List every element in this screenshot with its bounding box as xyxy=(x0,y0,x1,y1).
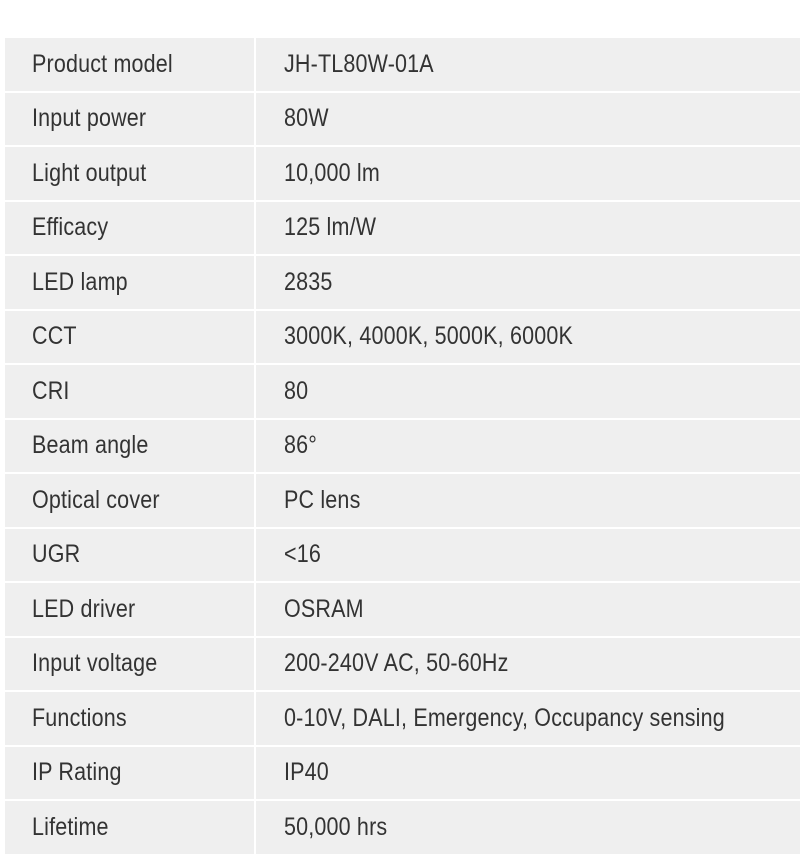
spec-value xyxy=(256,311,800,366)
spec-value xyxy=(256,93,800,148)
spec-label-text: LED driver xyxy=(32,594,136,623)
spec-value-text: 10,000 lm xyxy=(284,158,380,187)
spec-value xyxy=(256,202,800,257)
spec-table xyxy=(5,38,800,856)
spec-label xyxy=(5,311,256,366)
spec-value xyxy=(256,38,800,93)
table-row-cri xyxy=(5,365,800,420)
spec-value-text: IP40 xyxy=(284,758,329,787)
spec-value xyxy=(256,529,800,584)
table-row-light-output xyxy=(5,147,800,202)
spec-label-text: Optical cover xyxy=(32,485,160,514)
table-row-led-lamp xyxy=(5,256,800,311)
spec-label-text: Light output xyxy=(32,158,147,187)
spec-value xyxy=(256,420,800,475)
spec-value xyxy=(256,638,800,693)
spec-label xyxy=(5,801,256,856)
spec-value xyxy=(256,365,800,420)
spec-value-text: <16 xyxy=(284,540,321,569)
spec-value xyxy=(256,583,800,638)
spec-label xyxy=(5,202,256,257)
spec-label-text: Product model xyxy=(32,49,173,78)
spec-label-text: IP Rating xyxy=(32,758,122,787)
spec-label xyxy=(5,420,256,475)
spec-value xyxy=(256,692,800,747)
spec-value xyxy=(256,147,800,202)
table-row-optical-cover xyxy=(5,474,800,529)
spec-value-text: PC lens xyxy=(284,485,361,514)
spec-label xyxy=(5,747,256,802)
spec-label-text: Input power xyxy=(32,104,147,133)
spec-table-body xyxy=(5,38,800,856)
table-row-cct xyxy=(5,311,800,366)
table-row-input-voltage xyxy=(5,638,800,693)
spec-label xyxy=(5,474,256,529)
spec-value-text: 80 xyxy=(284,376,309,405)
table-row-product-model xyxy=(5,38,800,93)
spec-label xyxy=(5,692,256,747)
spec-label-text: Lifetime xyxy=(32,812,109,841)
spec-value-text: 200-240V AC, 50-60Hz xyxy=(284,649,509,678)
spec-value xyxy=(256,801,800,856)
table-row-lifetime xyxy=(5,801,800,856)
spec-label xyxy=(5,147,256,202)
spec-label-text: Beam angle xyxy=(32,431,149,460)
spec-label xyxy=(5,256,256,311)
spec-value xyxy=(256,474,800,529)
table-row-ip-rating xyxy=(5,747,800,802)
spec-label xyxy=(5,365,256,420)
spec-value-text: 80W xyxy=(284,104,329,133)
spec-value-text: 3000K, 4000K, 5000K, 6000K xyxy=(284,322,574,351)
spec-label-text: Input voltage xyxy=(32,649,158,678)
table-row-beam-angle xyxy=(5,420,800,475)
spec-label xyxy=(5,529,256,584)
spec-label-text: UGR xyxy=(32,540,81,569)
spec-value xyxy=(256,747,800,802)
table-row-ugr xyxy=(5,529,800,584)
spec-label xyxy=(5,583,256,638)
spec-label xyxy=(5,93,256,148)
table-row-input-power xyxy=(5,93,800,148)
spec-value-text: JH-TL80W-01A xyxy=(284,49,434,78)
spec-label-text: Functions xyxy=(32,703,127,732)
spec-label xyxy=(5,38,256,93)
spec-value-text: 0-10V, DALI, Emergency, Occupancy sensing xyxy=(284,703,725,732)
spec-label-text: CCT xyxy=(32,322,77,351)
spec-label-text: LED lamp xyxy=(32,267,128,296)
spec-label-text: CRI xyxy=(32,376,70,405)
table-row-functions xyxy=(5,692,800,747)
spec-value-text: OSRAM xyxy=(284,594,364,623)
spec-label-text: Efficacy xyxy=(32,213,109,242)
spec-value-text: 50,000 hrs xyxy=(284,812,388,841)
table-row-led-driver xyxy=(5,583,800,638)
spec-value-text: 125 lm/W xyxy=(284,213,377,242)
spec-value-text: 2835 xyxy=(284,267,333,296)
table-row-efficacy xyxy=(5,202,800,257)
spec-value xyxy=(256,256,800,311)
spec-value-text: 86° xyxy=(284,431,318,460)
spec-label xyxy=(5,638,256,693)
